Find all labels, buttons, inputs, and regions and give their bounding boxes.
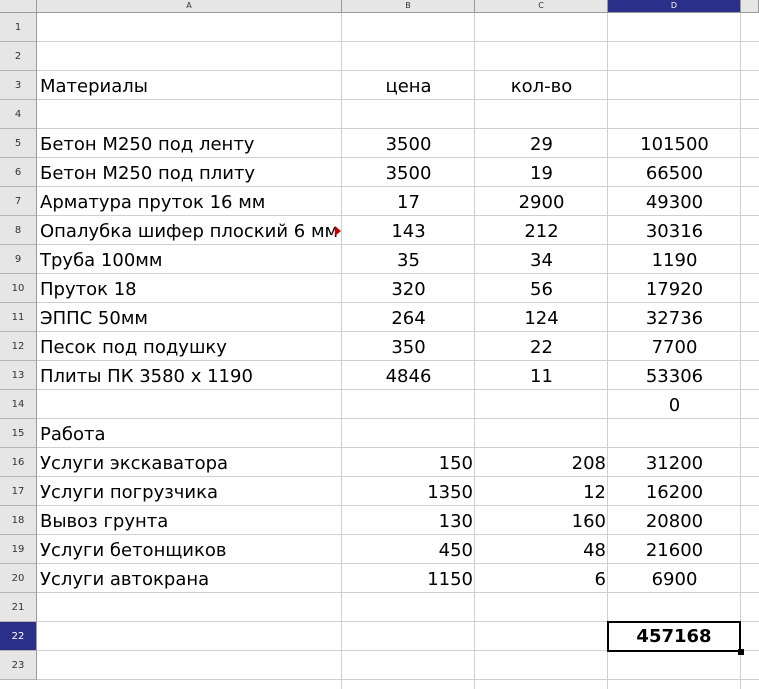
cell-c12[interactable]: 22 bbox=[530, 337, 553, 358]
cell-d10[interactable]: 17920 bbox=[645, 279, 704, 300]
cell-a15[interactable]: Работа bbox=[40, 424, 106, 445]
cell-a18[interactable]: Вывоз грунта bbox=[40, 511, 169, 532]
row-header-20[interactable]: 20 bbox=[0, 564, 37, 593]
row-header-16[interactable]: 16 bbox=[0, 448, 37, 477]
column-header-e[interactable] bbox=[741, 0, 759, 13]
cell-a20[interactable]: Услуги автокрана bbox=[40, 569, 210, 590]
cell-b7[interactable]: 17 bbox=[397, 192, 420, 213]
cell-a13[interactable]: Плиты ПК 3580 х 1190 bbox=[40, 366, 253, 387]
cell-a9[interactable]: Труба 100мм bbox=[40, 250, 163, 271]
cell-d14[interactable]: 0 bbox=[668, 395, 681, 416]
row-header-11[interactable]: 11 bbox=[0, 303, 37, 332]
cell-c10[interactable]: 56 bbox=[530, 279, 553, 300]
cell-d11[interactable]: 32736 bbox=[645, 308, 704, 329]
column-header-d[interactable]: D bbox=[608, 0, 741, 13]
row-header-14[interactable]: 14 bbox=[0, 390, 37, 419]
cell-b5[interactable]: 3500 bbox=[385, 134, 432, 155]
cell-a19[interactable]: Услуги бетонщиков bbox=[40, 540, 227, 561]
row-header-6[interactable]: 6 bbox=[0, 158, 37, 187]
row-header-4[interactable]: 4 bbox=[0, 100, 37, 129]
cell-d7[interactable]: 49300 bbox=[645, 192, 704, 213]
cell-d19[interactable]: 21600 bbox=[645, 540, 704, 561]
cell-c6[interactable]: 19 bbox=[530, 163, 553, 184]
cell-a3[interactable]: Материалы bbox=[40, 76, 148, 97]
row-header-1[interactable]: 1 bbox=[0, 13, 37, 42]
cell-b12[interactable]: 350 bbox=[391, 337, 426, 358]
cell-a6[interactable]: Бетон М250 под плиту bbox=[40, 163, 256, 184]
cell-b13[interactable]: 4846 bbox=[385, 366, 432, 387]
cell-b9[interactable]: 35 bbox=[397, 250, 420, 271]
cell-b17[interactable]: 1350 bbox=[427, 482, 473, 503]
cell-b10[interactable]: 320 bbox=[391, 279, 426, 300]
row-header-23[interactable]: 23 bbox=[0, 651, 37, 680]
comment-indicator-icon[interactable] bbox=[335, 226, 341, 236]
cell-d12[interactable]: 7700 bbox=[651, 337, 698, 358]
cell-a17[interactable]: Услуги погрузчика bbox=[40, 482, 219, 503]
cell-b8[interactable]: 143 bbox=[391, 221, 426, 242]
cell-a8[interactable]: Опалубка шифер плоский 6 мм bbox=[40, 221, 339, 242]
cell-c5[interactable]: 29 bbox=[530, 134, 553, 155]
cell-a12[interactable]: Песок под подушку bbox=[40, 337, 227, 358]
cell-b19[interactable]: 450 bbox=[438, 540, 473, 561]
cell-c13[interactable]: 11 bbox=[530, 366, 553, 387]
cell-d8[interactable]: 30316 bbox=[645, 221, 704, 242]
cell-d16[interactable]: 31200 bbox=[645, 453, 704, 474]
cell-b20[interactable]: 1150 bbox=[427, 569, 473, 590]
cell-b11[interactable]: 264 bbox=[391, 308, 426, 329]
column-header-c[interactable]: C bbox=[475, 0, 608, 13]
cell-b6[interactable]: 3500 bbox=[385, 163, 432, 184]
cell-d6[interactable]: 66500 bbox=[645, 163, 704, 184]
cell-c18[interactable]: 160 bbox=[571, 511, 606, 532]
row-header-8[interactable]: 8 bbox=[0, 216, 37, 245]
cell-d17[interactable]: 16200 bbox=[645, 482, 704, 503]
column-header-b[interactable]: B bbox=[342, 0, 475, 13]
row-header-17[interactable]: 17 bbox=[0, 477, 37, 506]
row-header-22[interactable]: 22 bbox=[0, 622, 37, 651]
cell-c11[interactable]: 124 bbox=[524, 308, 559, 329]
cell-c19[interactable]: 48 bbox=[583, 540, 606, 561]
cell-c16[interactable]: 208 bbox=[571, 453, 606, 474]
row-header-2[interactable]: 2 bbox=[0, 42, 37, 71]
row-header-19[interactable]: 19 bbox=[0, 535, 37, 564]
cell-a10[interactable]: Пруток 18 bbox=[40, 279, 137, 300]
row-header-13[interactable]: 13 bbox=[0, 361, 37, 390]
cell-c17[interactable]: 12 bbox=[583, 482, 606, 503]
cell-a11[interactable]: ЭППС 50мм bbox=[40, 308, 148, 329]
cell-b18[interactable]: 130 bbox=[438, 511, 473, 532]
cell-d5[interactable]: 101500 bbox=[640, 134, 709, 155]
cell-d22-selected[interactable]: 457168 bbox=[607, 621, 741, 652]
row-header-12[interactable]: 12 bbox=[0, 332, 37, 361]
cell-c3[interactable]: кол-во bbox=[510, 76, 573, 97]
cell-c20[interactable]: 6 bbox=[594, 569, 606, 590]
cell-b3[interactable]: цена bbox=[385, 76, 432, 97]
row-header-7[interactable]: 7 bbox=[0, 187, 37, 216]
cell-d20[interactable]: 6900 bbox=[651, 569, 698, 590]
cell-a5[interactable]: Бетон М250 под ленту bbox=[40, 134, 255, 155]
select-all-corner[interactable] bbox=[0, 0, 37, 13]
cell-b16[interactable]: 150 bbox=[438, 453, 473, 474]
cell-d18[interactable]: 20800 bbox=[645, 511, 704, 532]
cell-d9[interactable]: 1190 bbox=[651, 250, 698, 271]
row-header-15[interactable]: 15 bbox=[0, 419, 37, 448]
cell-a7[interactable]: Арматура пруток 16 мм bbox=[40, 192, 266, 213]
row-header-18[interactable]: 18 bbox=[0, 506, 37, 535]
cell-c7[interactable]: 2900 bbox=[518, 192, 565, 213]
fill-handle[interactable] bbox=[738, 649, 744, 655]
column-header-a[interactable]: A bbox=[37, 0, 342, 13]
row-header-21[interactable]: 21 bbox=[0, 593, 37, 622]
row-header-10[interactable]: 10 bbox=[0, 274, 37, 303]
row-header-3[interactable]: 3 bbox=[0, 71, 37, 100]
cell-c8[interactable]: 212 bbox=[524, 221, 559, 242]
cell-d13[interactable]: 53306 bbox=[645, 366, 704, 387]
row-header-9[interactable]: 9 bbox=[0, 245, 37, 274]
cell-c9[interactable]: 34 bbox=[530, 250, 553, 271]
row-header-5[interactable]: 5 bbox=[0, 129, 37, 158]
cell-a16[interactable]: Услуги экскаватора bbox=[40, 453, 229, 474]
